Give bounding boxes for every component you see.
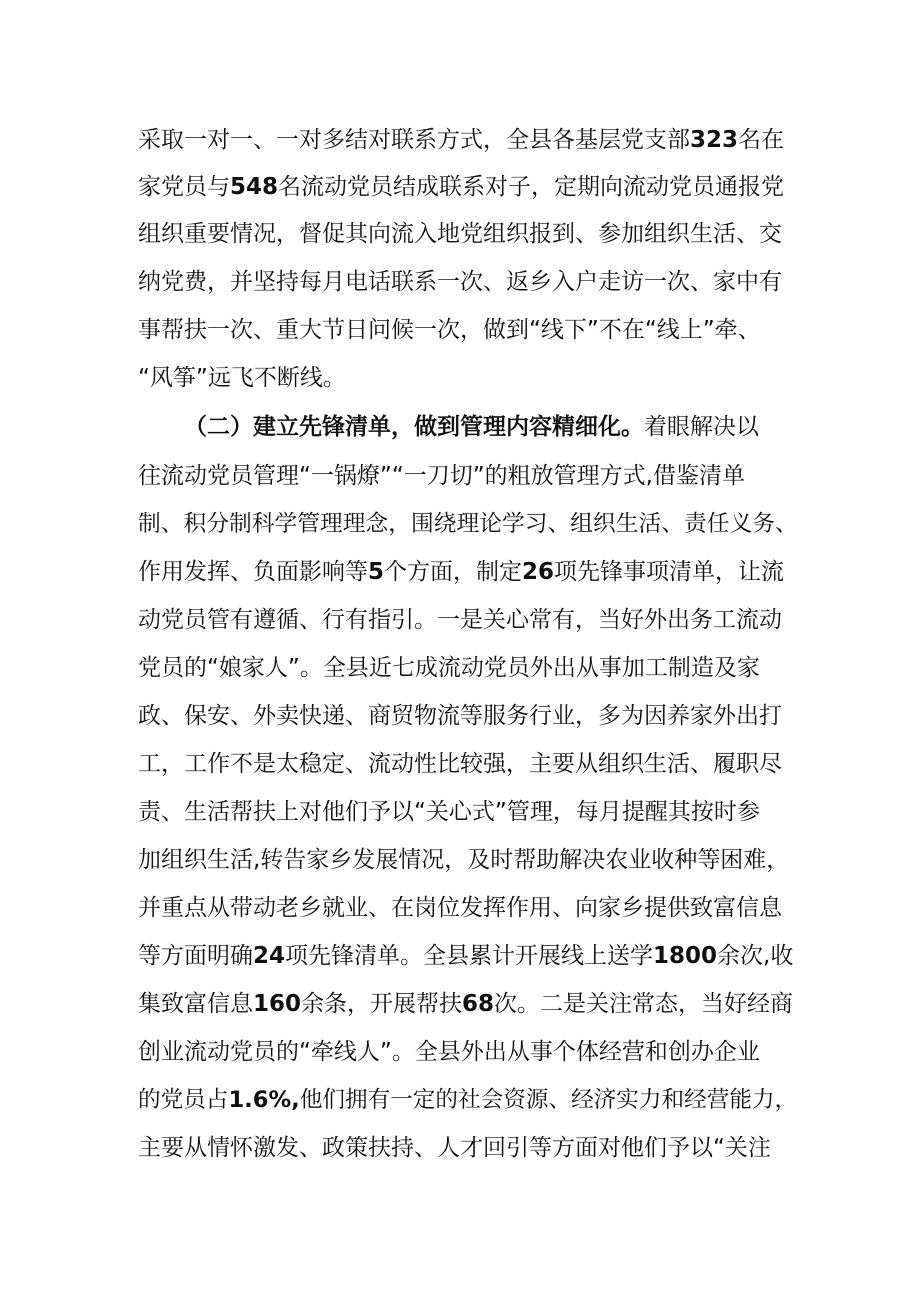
paragraph-line bbox=[138, 262, 798, 302]
bold-text-segment: 548 bbox=[230, 174, 279, 200]
paragraph-line bbox=[138, 358, 798, 398]
paragraph-line bbox=[138, 744, 798, 784]
paragraph-line bbox=[138, 696, 798, 736]
paragraph-line bbox=[138, 984, 798, 1024]
paragraph-line bbox=[138, 167, 798, 207]
paragraph-line bbox=[138, 1032, 798, 1072]
bold-text-segment: （二）建立先锋清单，做到管理内容精细化。 bbox=[184, 414, 644, 440]
paragraph-line bbox=[138, 1128, 798, 1168]
text-segment: 着眼解决以 bbox=[644, 414, 759, 440]
paragraph-line bbox=[138, 600, 798, 640]
text-segment: 事帮扶一次、重大节日问候一次，做到“线下”不在“线上”牵、 bbox=[138, 317, 761, 343]
text-segment: 名在 bbox=[738, 127, 785, 153]
text-segment: 作用发挥、负面影响等 bbox=[138, 559, 368, 585]
text-segment: 的党员占 bbox=[138, 1087, 229, 1113]
text-segment: 创业流动党员的“牵线人”。全县外出从事个体经营和创办企业 bbox=[138, 1039, 760, 1065]
text-segment: 动党员管有遵循、行有指引。一是关心常有，当好外出务工流动 bbox=[138, 607, 782, 633]
paragraph-line bbox=[138, 648, 798, 688]
text-segment: 等方面明确 bbox=[138, 943, 253, 969]
section-heading-line bbox=[184, 407, 844, 447]
text-segment: 名流动党员结成联系对子，定期向流动党员通报党 bbox=[278, 174, 785, 200]
bold-text-segment: 5 bbox=[368, 559, 385, 585]
text-segment: 工，工作不是太稳定、流动性比较强，主要从组织生活、履职尽 bbox=[138, 751, 782, 777]
text-segment: 个方面，制定 bbox=[384, 559, 523, 585]
paragraph-line bbox=[138, 456, 798, 496]
text-segment: 集致富信息 bbox=[138, 991, 253, 1017]
text-segment: 责、生活帮扶上对他们予以“关心式”管理，每月提醒其按时参 bbox=[138, 799, 760, 825]
bold-text-segment: 160 bbox=[253, 991, 302, 1017]
bold-text-segment: 26 bbox=[522, 559, 555, 585]
text-segment: 并重点从带动老乡就业、在岗位发挥作用、向家乡提供致富信息 bbox=[138, 895, 782, 921]
text-segment: 家党员与 bbox=[138, 174, 230, 200]
text-segment: 采取一对一、一对多结对联系方式，全县各基层党支部 bbox=[138, 127, 690, 153]
paragraph-line bbox=[138, 214, 798, 254]
bold-text-segment: 1800 bbox=[653, 943, 718, 969]
paragraph-line bbox=[138, 120, 798, 160]
paragraph-line bbox=[138, 1080, 798, 1120]
bold-text-segment: 323 bbox=[690, 127, 739, 153]
text-segment: 纳党费，并坚持每月电话联系一次、返乡入户走访一次、家中有 bbox=[138, 269, 782, 295]
text-segment: 主要从情怀激发、政策扶持、人才回引等方面对他们予以“关注 bbox=[138, 1135, 771, 1161]
paragraph-line bbox=[138, 792, 798, 832]
text-segment: 余次,收 bbox=[717, 943, 794, 969]
text-segment: 加组织生活,转告家乡发展情况，及时帮助解决农业收种等困难， bbox=[138, 847, 790, 873]
text-segment: 制、积分制科学管理理念，围绕理论学习、组织生活、责任义务、 bbox=[138, 511, 798, 537]
paragraph-line bbox=[138, 888, 798, 928]
text-segment: 党员的“娘家人”。全县近七成流动党员外出从事加工制造及家 bbox=[138, 655, 760, 681]
paragraph-line bbox=[138, 552, 798, 592]
bold-text-segment: 68 bbox=[462, 991, 495, 1017]
bold-text-segment: 24 bbox=[253, 943, 286, 969]
paragraph-line bbox=[138, 504, 798, 544]
text-segment: 项先锋事项清单，让流 bbox=[554, 559, 785, 585]
text-segment: 他们拥有一定的社会资源、经济实力和经营能力， bbox=[299, 1087, 798, 1113]
bold-text-segment: 1.6%, bbox=[228, 1087, 300, 1113]
text-segment: 余条，开展帮扶 bbox=[301, 991, 463, 1017]
paragraph-line bbox=[138, 840, 798, 880]
text-segment: “风筝”远飞不断线。 bbox=[138, 365, 346, 391]
text-segment: 次。二是关注常态，当好经商 bbox=[494, 991, 794, 1017]
paragraph-line bbox=[138, 936, 798, 976]
text-segment: 组织重要情况，督促其向流入地党组织报到、参加组织生活、交 bbox=[138, 221, 782, 247]
text-segment: 项先锋清单。全县累计开展线上送学 bbox=[285, 943, 654, 969]
paragraph-line bbox=[138, 310, 798, 350]
text-segment: 往流动党员管理“一锅燎”“一刀切”的粗放管理方式,借鉴清单 bbox=[138, 463, 745, 489]
text-segment: 政、保安、外卖快递、商贸物流等服务行业，多为因养家外出打 bbox=[138, 703, 782, 729]
